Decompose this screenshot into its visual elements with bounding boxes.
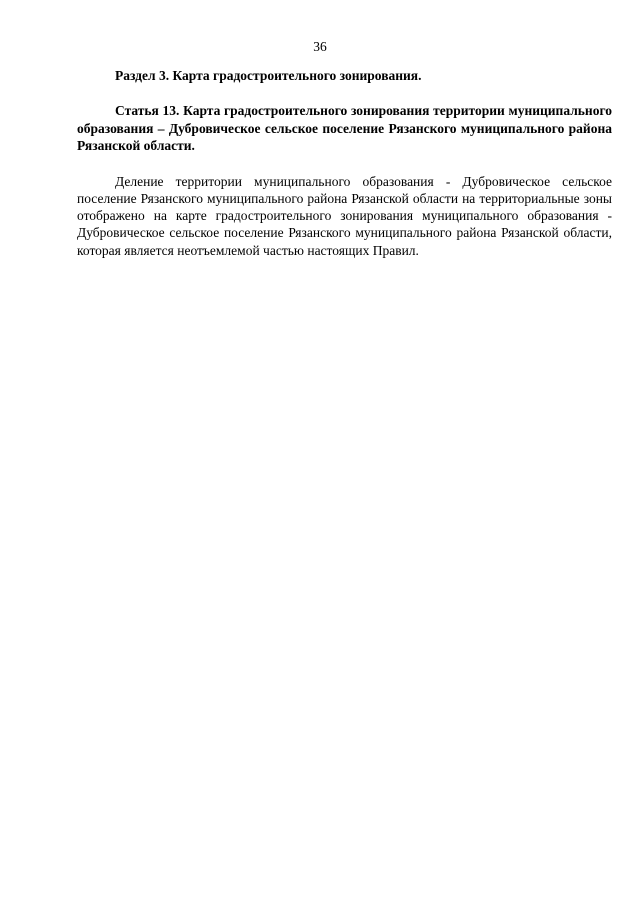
body-paragraph: Деление территории муниципального образования - Дубровическое сельское поселение Рязанского муниципального района Рязанской области на территориальные зоны отображено на карте градостроительного зонирования муниципального образования - Дубровическое сельское поселение Рязанского муниципального района Рязанской области, которая является неотъемлемой частью настоящих Правил. (77, 173, 612, 258)
page-number: 36 (313, 39, 327, 54)
document-body (77, 68, 612, 259)
article-title: Статья 13. Карта градостроительного зонирования территории муниципального образования – Дубровическое сельское поселение Рязанского муниципального района Рязанской области. (77, 103, 612, 153)
section-title: Раздел 3. Карта градостроительного зонирования. (115, 68, 422, 83)
